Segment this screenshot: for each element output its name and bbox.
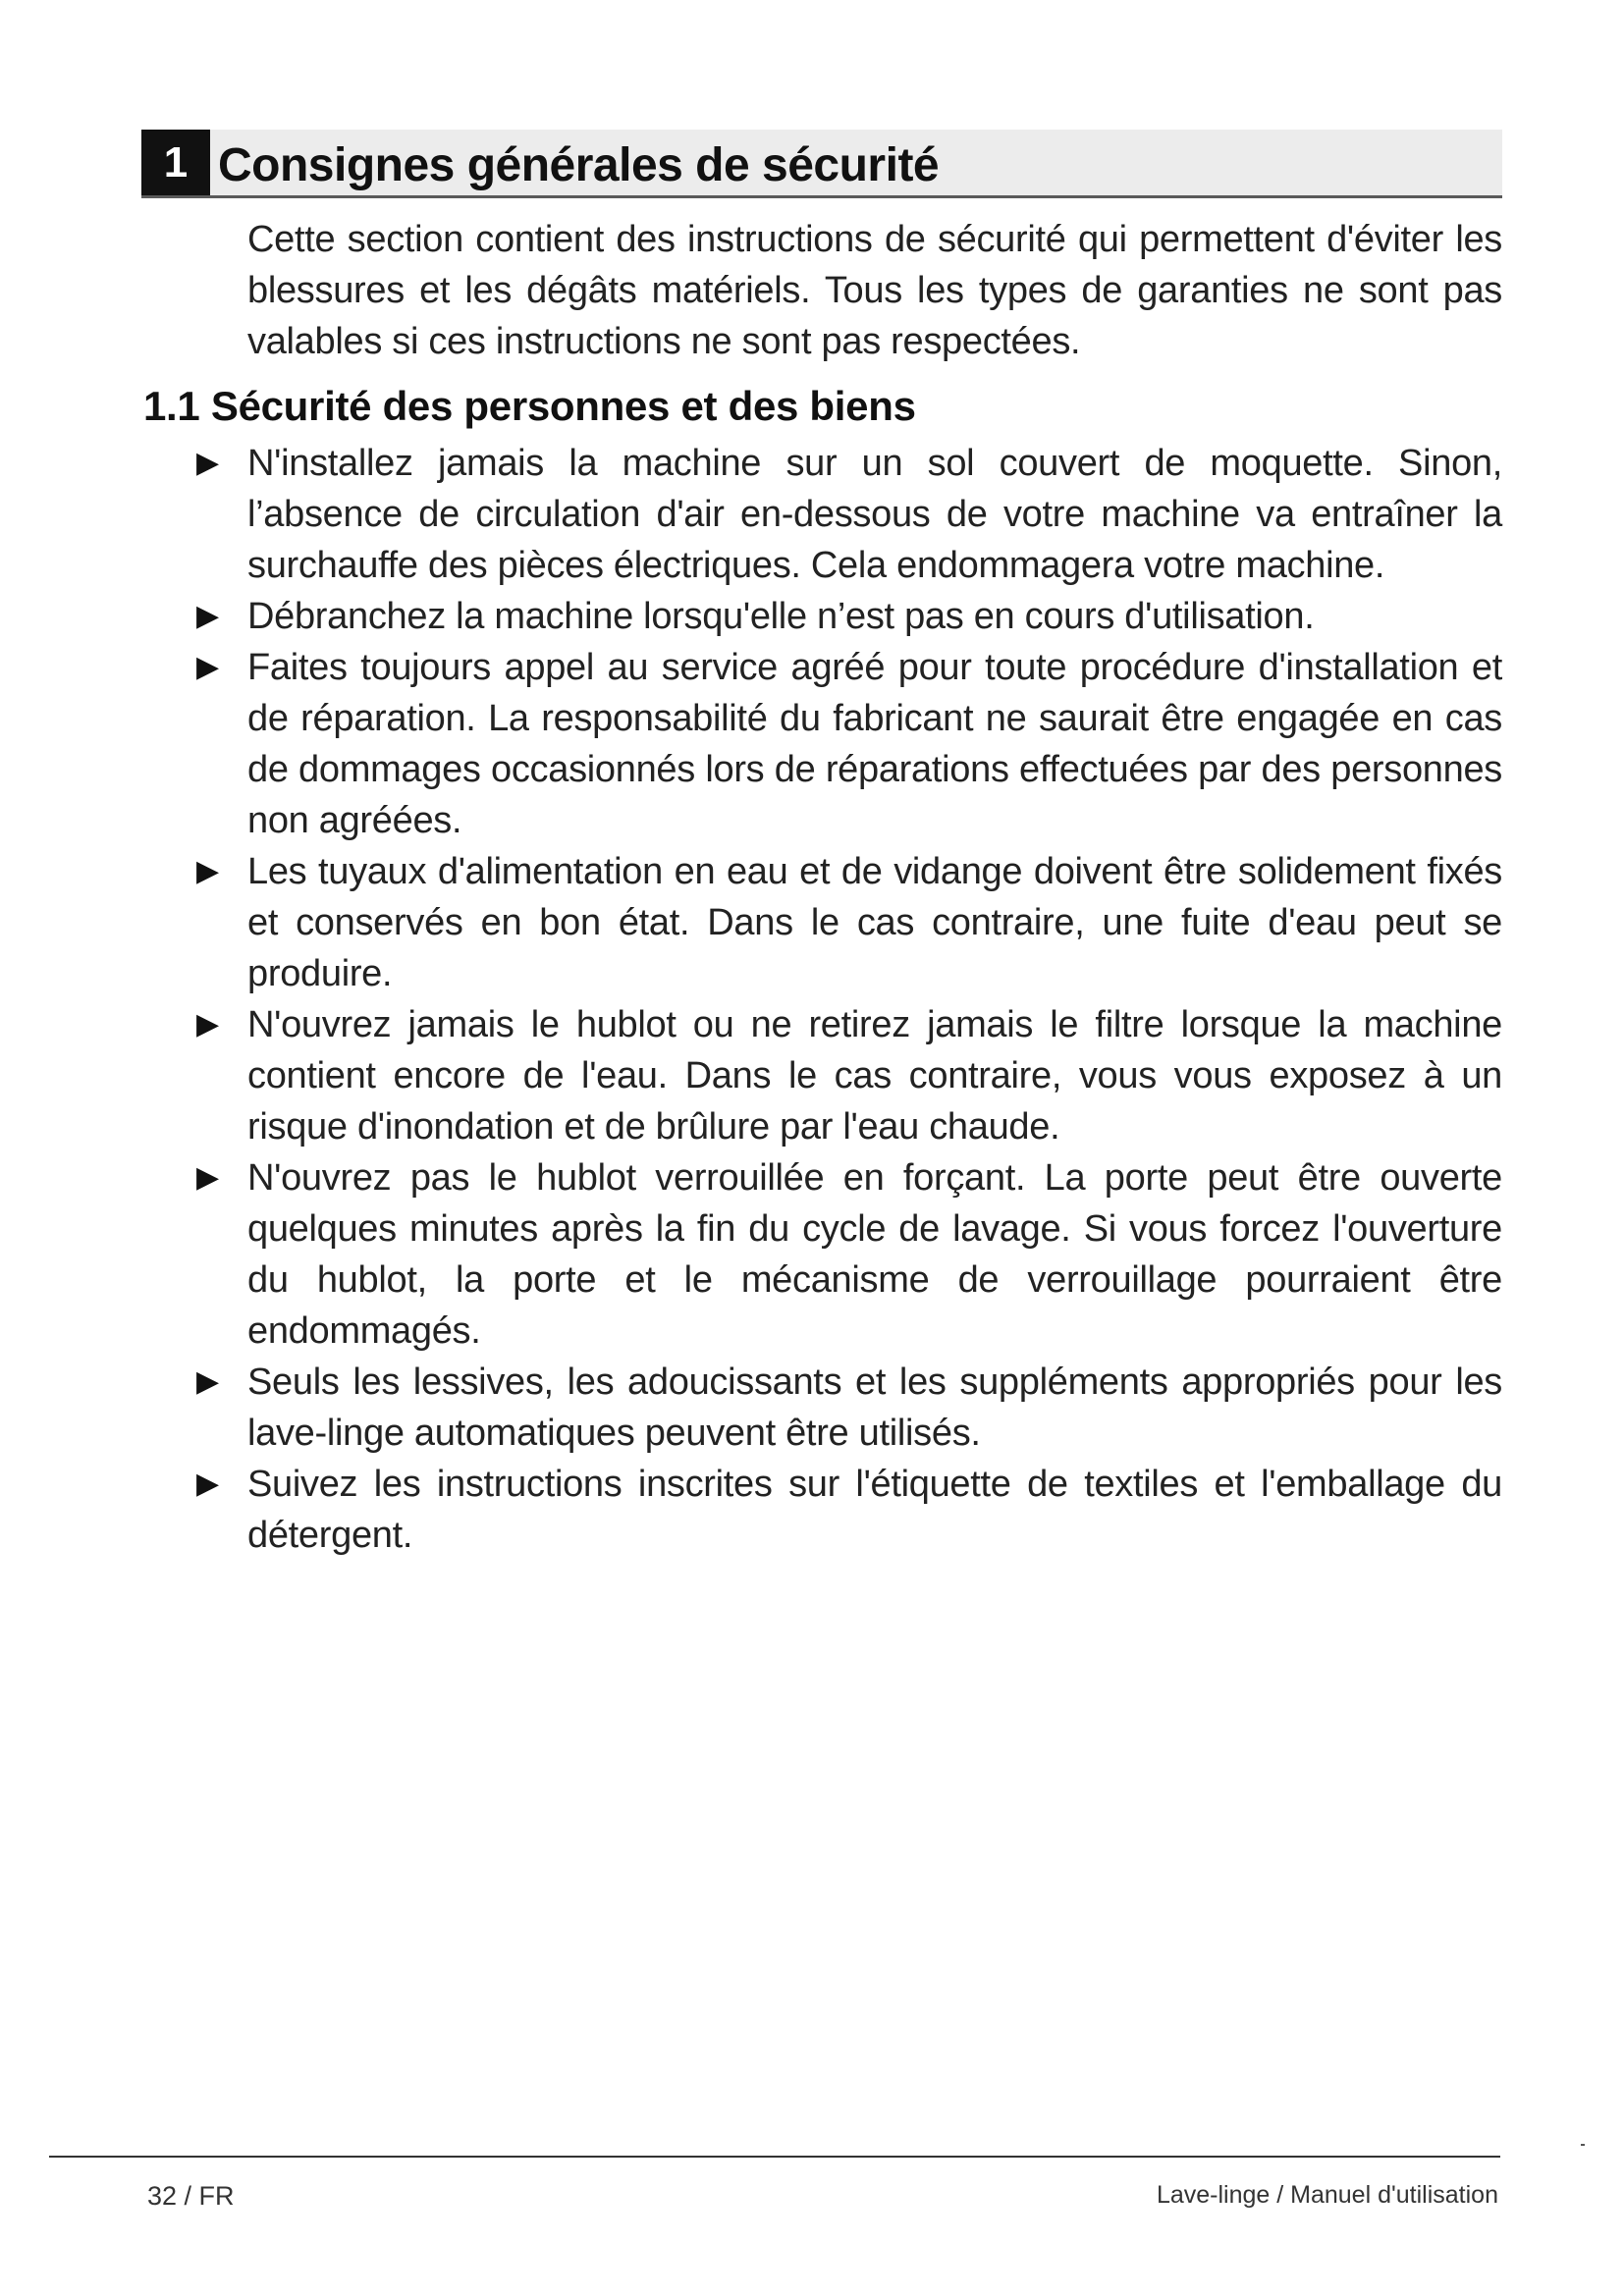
page-number: 32 / FR: [147, 2181, 235, 2211]
bullet-arrow-icon: ▶: [196, 1161, 219, 1194]
list-item-text: N'installez jamais la machine sur un sol couvert de moquette. Sinon, l’absence de circulation d'air en-dessous de votre machine va entraîner la surchauffe des pièces électriques. Cela endommagera votre machine.: [247, 443, 1502, 586]
list-item: [196, 999, 1502, 1152]
list-item: [196, 642, 1502, 846]
footer-divider: [49, 2156, 1500, 2158]
list-item-text: Seuls les lessives, les adoucissants et les suppléments appropriés pour les lave-linge automatiques peuvent être utilisés.: [247, 1362, 1502, 1454]
list-item-text: Débranchez la machine lorsqu'elle n’est pas en cours d'utilisation.: [247, 596, 1315, 637]
section-number-badge: 1: [141, 130, 210, 195]
bullet-arrow-icon: ▶: [196, 855, 219, 887]
subsection-title: 1.1 Sécurité des personnes et des biens: [143, 383, 916, 429]
list-item: [196, 1152, 1502, 1357]
list-item-text: Les tuyaux d'alimentation en eau et de vidange doivent être solidement fixés et conservés en bon état. Dans le cas contraire, une fuite d'eau peut se produire.: [247, 851, 1502, 994]
section-title: Consignes générales de sécurité: [218, 139, 940, 191]
list-item: [196, 438, 1502, 591]
section-header: [141, 130, 1502, 198]
bullet-arrow-icon: ▶: [196, 651, 219, 683]
safety-list: [196, 438, 1502, 1561]
list-item: [196, 846, 1502, 999]
bullet-arrow-icon: ▶: [196, 1365, 219, 1398]
bullet-arrow-icon: ▶: [196, 447, 219, 479]
list-item: [196, 591, 1502, 642]
list-item-text: N'ouvrez jamais le hublot ou ne retirez jamais le filtre lorsque la machine contient encore de l'eau. Dans le cas contraire, vous vous exposez à un risque d'inondation et de brûlure par l'eau chaude.: [247, 1004, 1502, 1148]
list-item: [196, 1357, 1502, 1459]
list-item: [196, 1459, 1502, 1561]
bullet-arrow-icon: ▶: [196, 600, 219, 632]
footer-mark: [1581, 2144, 1585, 2146]
list-item-text: Suivez les instructions inscrites sur l'étiquette de textiles et l'emballage du détergent.: [247, 1464, 1502, 1556]
section-intro: Cette section contient des instructions de sécurité qui permettent d'éviter les blessures et les dégâts matériels. Tous les types de garanties ne sont pas valables si ces instructions ne sont pas respectées.: [247, 219, 1502, 362]
list-item-text: Faites toujours appel au service agréé pour toute procédure d'installation et de réparation. La responsabilité du fabricant ne saurait être engagée en cas de dommages occasionnés lors de réparations effectuées par des personnes non agréées.: [247, 647, 1502, 841]
list-item-text: N'ouvrez pas le hublot verrouillée en forçant. La porte peut être ouverte quelques minutes après la fin du cycle de lavage. Si vous forcez l'ouverture du hublot, la porte et le mécanisme de verrouillage pourraient être endommagés.: [247, 1157, 1502, 1352]
bullet-arrow-icon: ▶: [196, 1468, 219, 1500]
document-title: Lave-linge / Manuel d'utilisation: [1156, 2181, 1498, 2209]
bullet-arrow-icon: ▶: [196, 1008, 219, 1041]
